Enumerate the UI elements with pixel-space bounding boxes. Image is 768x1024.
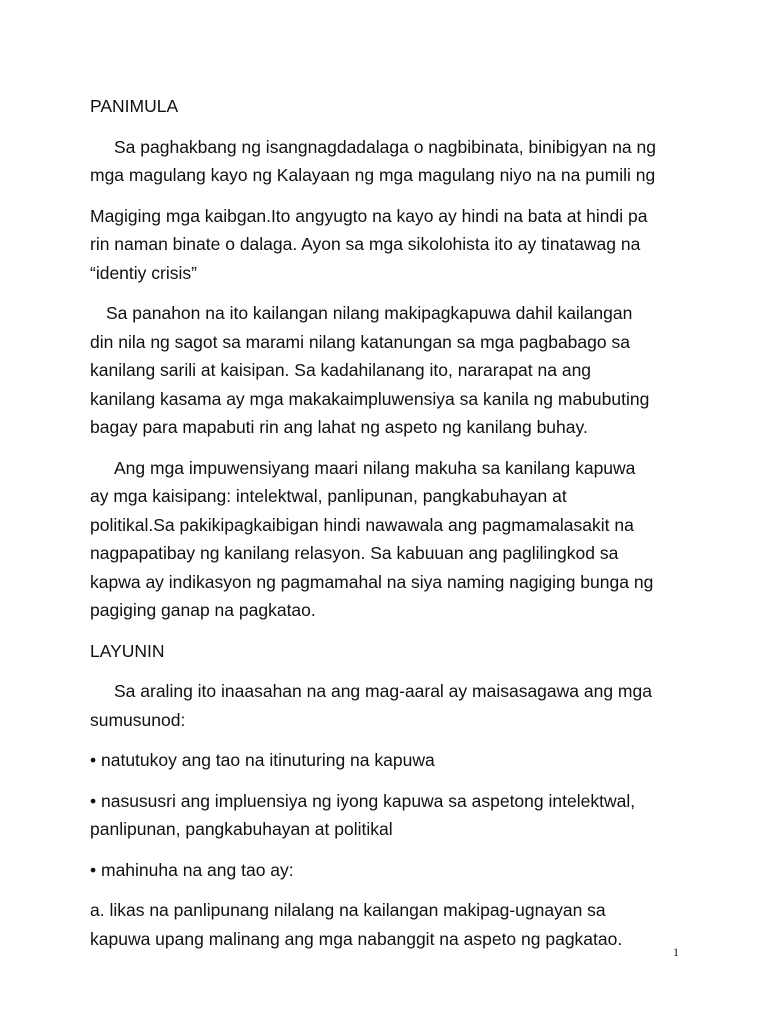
paragraph-line: Sa araling ito inaasahan na ang mag-aaral ay maisasagawa ang mga bbox=[114, 681, 652, 701]
paragraph-4 bbox=[90, 454, 690, 625]
paragraph-line: Ang mga impuwensiyang maari nilang makuha sa kanilang kapuwa bbox=[114, 457, 636, 478]
bullet-item-2 bbox=[90, 787, 690, 844]
paragraph-line: pagiging ganap na pagkatao. bbox=[90, 600, 316, 620]
paragraph-line: kapwa ay indikasyon ng pagmamahal na siya naming nagiging bunga ng bbox=[90, 571, 654, 592]
sub-item-text: a. likas na panlipunang nilalang na kailangan makipag-ugnayan sa bbox=[90, 900, 606, 920]
heading-text: LAYUNIN bbox=[90, 640, 165, 661]
paragraph-2 bbox=[90, 202, 690, 288]
paragraph-line: Sa paghakbang ng isangnagdadalaga o nagbibinata, binibigyan na ng bbox=[114, 136, 656, 157]
bullet-item-1 bbox=[90, 746, 690, 775]
bullet-item-3 bbox=[90, 856, 690, 885]
bullet-text: panlipunan, pangkabuhayan at politikal bbox=[90, 819, 393, 839]
paragraph-line: kanilang kasama ay mga makakaimpluwensiya sa kanila ng mabubuting bbox=[90, 388, 650, 409]
paragraph-line: sumusunod: bbox=[90, 709, 186, 730]
document-body bbox=[90, 92, 690, 965]
sub-item-a bbox=[90, 896, 690, 953]
paragraph-3 bbox=[90, 299, 690, 442]
section-heading-panimula bbox=[90, 92, 690, 121]
paragraph-1 bbox=[90, 133, 690, 190]
heading-text: PANIMULA bbox=[90, 96, 179, 116]
paragraph-line: Sa panahon na ito kailangan nilang makipagkapuwa dahil kailangan bbox=[106, 303, 633, 323]
paragraph-line: kanilang sarili at kaisipan. Sa kadahilanang ito, nararapat na ang bbox=[90, 360, 592, 380]
paragraph-line: ay mga kaisipang: intelektwal, panlipunan, pangkabuhayan at bbox=[90, 486, 567, 506]
paragraph-5 bbox=[90, 677, 690, 734]
sub-item-text: kapuwa upang malinang ang mga nabanggit na aspeto ng pagkatao. bbox=[90, 928, 623, 949]
paragraph-line: rin naman binate o dalaga. Ayon sa mga sikolohista ito ay tinatawag na bbox=[90, 234, 641, 254]
bullet-text: • natutukoy ang tao na itinuturing na kapuwa bbox=[90, 750, 435, 770]
bullet-text: • mahinuha na ang tao ay: bbox=[90, 859, 294, 880]
paragraph-line: bagay para mapabuti rin ang lahat ng aspeto ng kanilang buhay. bbox=[90, 417, 588, 437]
paragraph-line: “identiy crisis” bbox=[90, 262, 197, 283]
paragraph-line: Magiging mga kaibgan.Ito angyugto na kayo ay hindi na bata at hindi pa bbox=[90, 205, 648, 226]
paragraph-line: nagpapatibay ng kanilang relasyon. Sa kabuuan ang paglilingkod sa bbox=[90, 543, 619, 563]
section-heading-layunin bbox=[90, 637, 690, 666]
bullet-text: • nasususri ang impluensiya ng iyong kapuwa sa aspetong intelektwal, bbox=[90, 790, 636, 811]
paragraph-line: mga magulang kayo ng Kalayaan ng mga magulang niyo na na pumili ng bbox=[90, 165, 656, 185]
page-number: 1 bbox=[673, 945, 679, 959]
paragraph-line: din nila ng sagot sa marami nilang katanungan sa mga pagbabago sa bbox=[90, 331, 630, 352]
paragraph-line: politikal.Sa pakikipagkaibigan hindi nawawala ang pagmamalasakit na bbox=[90, 514, 634, 535]
